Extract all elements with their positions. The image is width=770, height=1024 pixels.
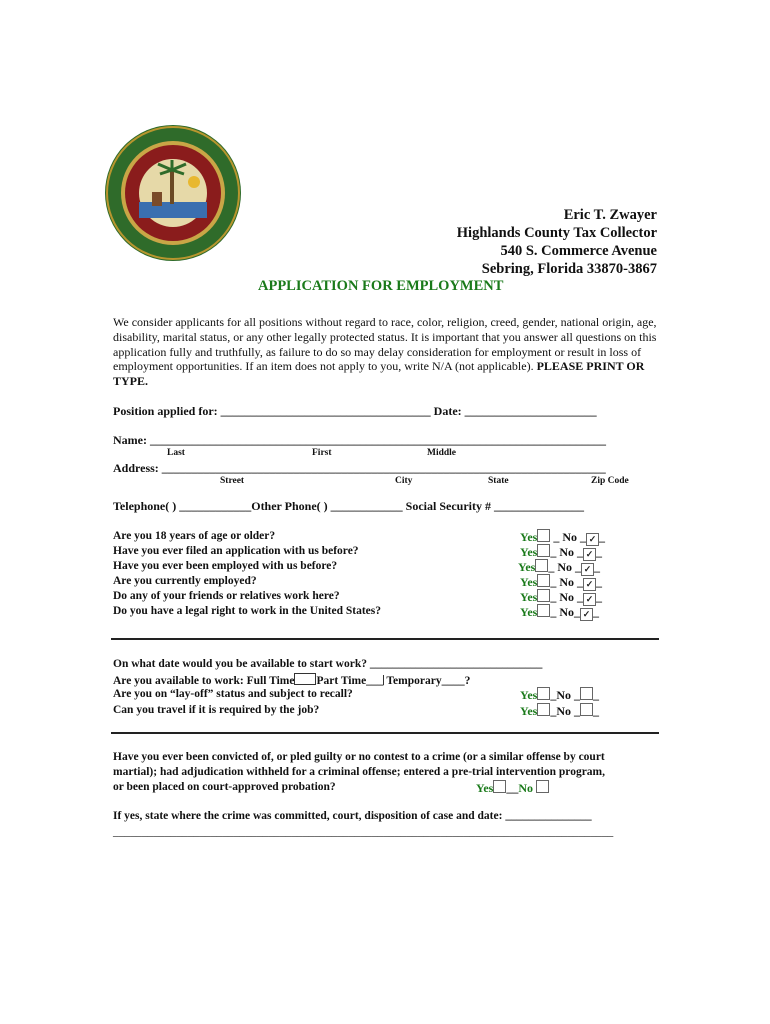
address-street-label: Street [220, 476, 245, 486]
question-employed-before: Have you ever been employed with us before? [113, 560, 338, 572]
collector-name: Eric T. Zwayer [563, 207, 657, 223]
no-label: No [557, 560, 573, 574]
name-first-label: First [312, 448, 332, 458]
work-availability-label: Are you available to work: Full Time [113, 675, 295, 687]
yes-checkbox[interactable] [537, 703, 550, 716]
no-label: No [518, 781, 534, 795]
page-title: APPLICATION FOR EMPLOYMENT [258, 278, 504, 294]
yes-label: Yes [476, 781, 494, 795]
yes-label: Yes [520, 704, 538, 718]
yes-checkbox[interactable] [537, 574, 550, 587]
start-date-field[interactable]: On what date would you be available to start work? ______________________________ [113, 658, 543, 670]
no-checkbox-checked[interactable]: ✓ [581, 563, 594, 576]
crime-question-line-2: martial); had adjudication withheld for a criminal offense; entered a pre-trial intervention program, [113, 766, 606, 778]
answer-row-employed-before: Yes _ No _ ✓ _ [518, 560, 601, 574]
office-street: 540 S. Commerce Avenue [500, 243, 657, 259]
work-availability-row: Are you available to work: Full Time Part Time___ Temporary____? [113, 675, 471, 687]
crime-details-blank-line[interactable]: _______________________________________________________________________________________ [113, 826, 614, 838]
address-zip-label: Zip Code [591, 476, 629, 486]
question-legal-right: Do you have a legal right to work in the United States? [113, 605, 382, 617]
answer-row-filed-before: Yes _ No _ ✓ _ [520, 545, 603, 559]
answer-row-currently-employed: Yes _ No _ ✓ _ [520, 575, 603, 589]
question-friends-relatives: Do any of your friends or relatives work here? [113, 590, 340, 602]
office-city: Sebring, Florida 33870-3867 [481, 261, 657, 277]
intro-text: We consider applicants for all positions without regard to race, color, religion, creed, gender, national origin, age, disability, marital status, or any other legally protected status. It is important that you answer all questions on this application fully and truthfully, as failure to do so may delay consideration for employment or result in loss of employment opportunities. If an item does not apply to you, write N/A (not applicable). [113, 315, 657, 374]
section-divider [111, 638, 659, 640]
section-divider [111, 732, 659, 734]
no-checkbox[interactable] [580, 703, 593, 716]
crime-details-field[interactable]: If yes, state where the crime was committed, court, disposition of case and date: _______________ [113, 810, 592, 822]
no-label: No [556, 688, 572, 702]
no-label: No [559, 545, 575, 559]
answer-row-friends-relatives: Yes _ No _ ✓ _ [520, 590, 603, 604]
yes-checkbox[interactable] [537, 589, 550, 602]
no-checkbox-checked[interactable]: ✓ [580, 608, 593, 621]
intro-paragraph [113, 315, 661, 389]
yes-label: Yes [520, 575, 538, 589]
name-middle-label: Middle [427, 448, 457, 458]
question-travel: Can you travel if it is required by the job? [113, 704, 320, 716]
position-date-field[interactable]: Position applied for: ___________________________________ Date: ______________________ [113, 404, 597, 418]
office-name: Highlands County Tax Collector [456, 225, 657, 241]
yes-checkbox[interactable] [493, 780, 506, 793]
no-checkbox[interactable] [580, 687, 593, 700]
phone-ssn-field[interactable]: Telephone( ) ____________Other Phone( ) ____________ Social Security # _______________ [113, 499, 584, 513]
yes-label: Yes [520, 688, 538, 702]
answer-row-layoff: Yes _No _ _ [520, 688, 600, 702]
name-last-label: Last [167, 448, 185, 458]
yes-checkbox[interactable] [537, 544, 550, 557]
question-currently-employed: Are you currently employed? [113, 575, 257, 587]
intro-emphasis: PLEASE PRINT OR TYPE. [113, 359, 645, 389]
yes-label: Yes [520, 545, 538, 559]
name-field[interactable]: Name: ____________________________________________________________________________ [113, 433, 606, 447]
crime-question-line-1: Have you ever been convicted of, or pled guilty or no contest to a crime (or a similar offense by court [113, 751, 605, 763]
yes-checkbox[interactable] [537, 604, 550, 617]
no-checkbox-checked[interactable]: ✓ [583, 548, 596, 561]
county-seal-logo [104, 124, 242, 262]
no-checkbox-checked[interactable]: ✓ [583, 578, 596, 591]
yes-label: Yes [520, 605, 538, 619]
part-time-label: Part Time [316, 675, 367, 687]
question-layoff: Are you on “lay-off” status and subject to recall? [113, 688, 353, 700]
address-state-label: State [488, 476, 509, 486]
answer-row-crime: Yes __No [476, 780, 549, 796]
question-age: Are you 18 years of age or older? [113, 530, 276, 542]
address-city-label: City [395, 476, 413, 486]
no-label: No [562, 530, 578, 544]
no-label: No [556, 704, 572, 718]
no-checkbox-checked[interactable]: ✓ [583, 593, 596, 606]
question-filed-before: Have you ever filed an application with us before? [113, 545, 359, 557]
yes-checkbox[interactable] [535, 559, 548, 572]
full-time-checkbox[interactable] [294, 673, 316, 685]
no-checkbox-checked[interactable]: ✓ [586, 533, 599, 546]
answer-row-legal-right: Yes _ No_ ✓ _ [520, 605, 600, 619]
yes-checkbox[interactable] [537, 687, 550, 700]
no-label: No [559, 590, 575, 604]
temporary-label: Temporary [386, 675, 442, 687]
no-checkbox[interactable] [536, 780, 549, 793]
no-label: No [559, 575, 575, 589]
answer-row-travel: Yes _No _ _ [520, 704, 600, 718]
yes-label: Yes [520, 530, 538, 544]
yes-label: Yes [518, 560, 536, 574]
no-label: No [559, 605, 575, 619]
yes-label: Yes [520, 590, 538, 604]
crime-question-line-3: or been placed on court-approved probation? [113, 781, 336, 793]
answer-row-age: Yes _ No _ ✓ _ [520, 530, 606, 544]
address-field[interactable]: Address: __________________________________________________________________________ [113, 461, 606, 475]
yes-checkbox[interactable] [537, 529, 550, 542]
